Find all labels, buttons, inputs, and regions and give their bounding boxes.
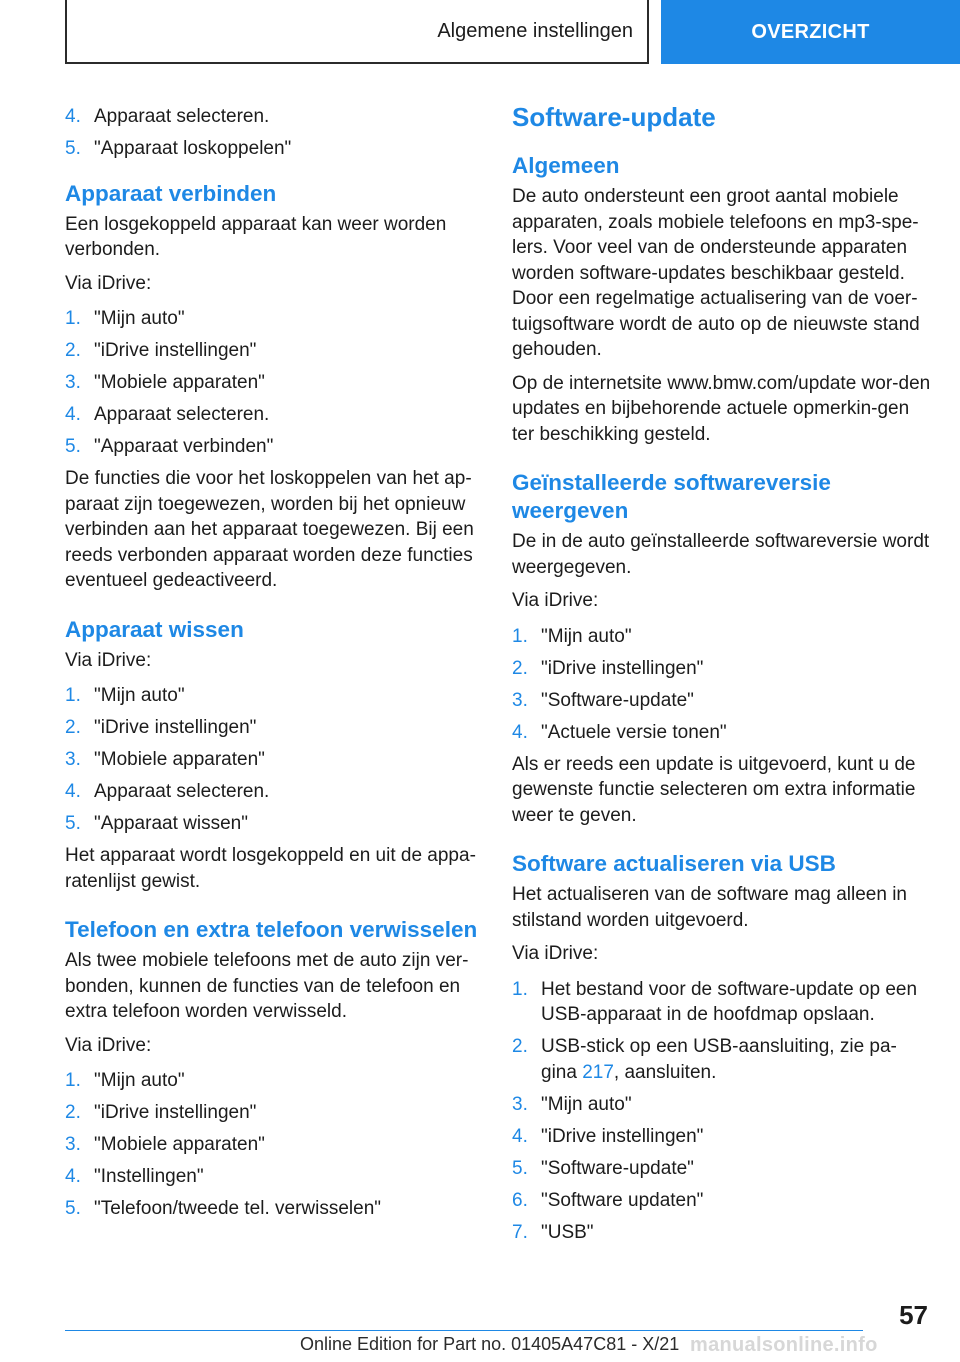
list-item: 3. "Mobiele apparaten"	[65, 1134, 265, 1155]
heading-software-update: Software-update	[512, 102, 716, 132]
paragraph: De auto ondersteunt een groot aantal mobiele apparaten, zoals mobiele telefoons en mp3-spe-lers. Voor veel van de ondersteunde apparaten worden software-updates beschikbaar gesteld. Door een regelmatige actualisering van de voer-tuigsoftware wordt de auto op de nieuwste stand gehouden.	[512, 186, 920, 360]
paragraph: Op de internetsite www.bmw.com/update wor-den updates en bijbehorende actuele opmerkin-gen ter beschikking gesteld.	[512, 372, 931, 445]
paragraph: Als twee mobiele telefoons met de auto zijn ver-bonden, kunnen de functies van de telefoon en extra telefoon worden verwisseld.	[65, 950, 469, 1022]
list-item: 1. "Mijn auto"	[65, 685, 185, 706]
heading-usb-update: Software actualiseren via USB	[512, 851, 836, 876]
page-number: 57	[899, 1300, 928, 1330]
overview-tab[interactable]	[661, 0, 960, 64]
via-idrive: Via iDrive:	[65, 1034, 152, 1056]
list-item: 5. "Apparaat wissen"	[65, 813, 248, 834]
heading-connect: Apparaat verbinden	[65, 180, 277, 206]
section-title: Algemene instellingen	[437, 19, 633, 42]
page-reference-link[interactable]: 217	[582, 1061, 614, 1083]
via-idrive: Via iDrive:	[512, 943, 599, 964]
via-idrive: Via iDrive:	[65, 272, 152, 294]
step-list-unpair	[65, 104, 480, 162]
paragraph: Een losgekoppeld apparaat kan weer worden verbonden.	[65, 213, 447, 260]
list-item: 2. "iDrive instellingen"	[65, 340, 257, 361]
list-item: 4. "Actuele versie tonen"	[512, 721, 727, 743]
list-item: 1. "Mijn auto"	[512, 625, 632, 647]
heading-general: Algemeen	[512, 153, 620, 178]
watermark: manualsonline.info	[690, 1334, 878, 1356]
footer-divider	[65, 1330, 863, 1331]
via-idrive: Via iDrive:	[512, 590, 599, 611]
section-header	[65, 0, 649, 64]
list-item: 4. "iDrive instellingen"	[512, 1125, 704, 1147]
step-list-connect	[65, 306, 480, 460]
list-item: 5. "Apparaat loskoppelen"	[65, 138, 292, 159]
overview-tab-label: OVERZICHT	[751, 20, 870, 43]
list-item: 2. "iDrive instellingen"	[65, 717, 257, 738]
list-item: 5. "Software-update"	[512, 1157, 694, 1179]
right-column	[512, 100, 932, 1252]
list-item: 3. "Software-update"	[512, 689, 694, 711]
list-item: 1. Het bestand voor de software-update op een USB-apparaat in de hoofdmap opslaan.	[512, 978, 918, 1025]
left-column	[65, 100, 480, 1228]
list-item: 4. Apparaat selecteren.	[65, 404, 270, 425]
list-item: 1. "Mijn auto"	[65, 308, 185, 329]
list-item: 5. "Telefoon/tweede tel. verwisselen"	[65, 1198, 382, 1219]
via-idrive: Via iDrive:	[65, 649, 152, 671]
list-item: 1. "Mijn auto"	[65, 1070, 185, 1091]
list-item: 3. "Mobiele apparaten"	[65, 372, 265, 393]
paragraph: Het actualiseren van de software mag alleen in stilstand worden uitgevoerd.	[512, 884, 908, 931]
list-item: 2. "iDrive instellingen"	[65, 1102, 257, 1123]
heading-delete: Apparaat wissen	[65, 616, 244, 642]
paragraph: Als er reeds een update is uitgevoerd, kunt u de gewenste functie selecteren om extra informatie weer te geven.	[512, 753, 916, 826]
list-item: 3. "Mijn auto"	[512, 1093, 632, 1115]
list-item: 2. "iDrive instellingen"	[512, 657, 704, 679]
list-item: 2. USB-stick op een USB-aansluiting, zie pa-gina 217, aansluiten.	[512, 1036, 897, 1083]
list-item: 6. "Software updaten"	[512, 1189, 704, 1211]
step-list-swap	[65, 1068, 480, 1222]
list-item: 4. "Instellingen"	[65, 1166, 204, 1187]
heading-installed-version: Geïnstalleerde softwareversie weergeven	[512, 470, 831, 523]
step-list-usb	[512, 977, 932, 1246]
edition-note: Online Edition for Part no. 01405A47C81 - X/21	[300, 1334, 680, 1354]
heading-swap: Telefoon en extra telefoon verwisselen	[65, 917, 478, 942]
step-list-version	[512, 624, 932, 746]
list-item: 7. "USB"	[512, 1221, 594, 1243]
step-list-delete	[65, 683, 480, 837]
paragraph: De in de auto geïnstalleerde softwareversie wordt weergegeven.	[512, 531, 930, 578]
list-item: 4. Apparaat selecteren.	[65, 781, 270, 802]
list-item: 5. "Apparaat verbinden"	[65, 436, 274, 457]
paragraph: De functies die voor het loskoppelen van het ap-paraat zijn toegewezen, worden bij het opnieuw verbinden aan het apparaat toegewezen. Bij een reeds verbonden apparaat worden deze functies eventueel gedeactiveerd.	[65, 468, 474, 591]
list-item: 3. "Mobiele apparaten"	[65, 749, 265, 770]
list-item: 4. Apparaat selecteren.	[65, 106, 270, 127]
paragraph: Het apparaat wordt losgekoppeld en uit de appa-ratenlijst gewist.	[65, 845, 476, 892]
